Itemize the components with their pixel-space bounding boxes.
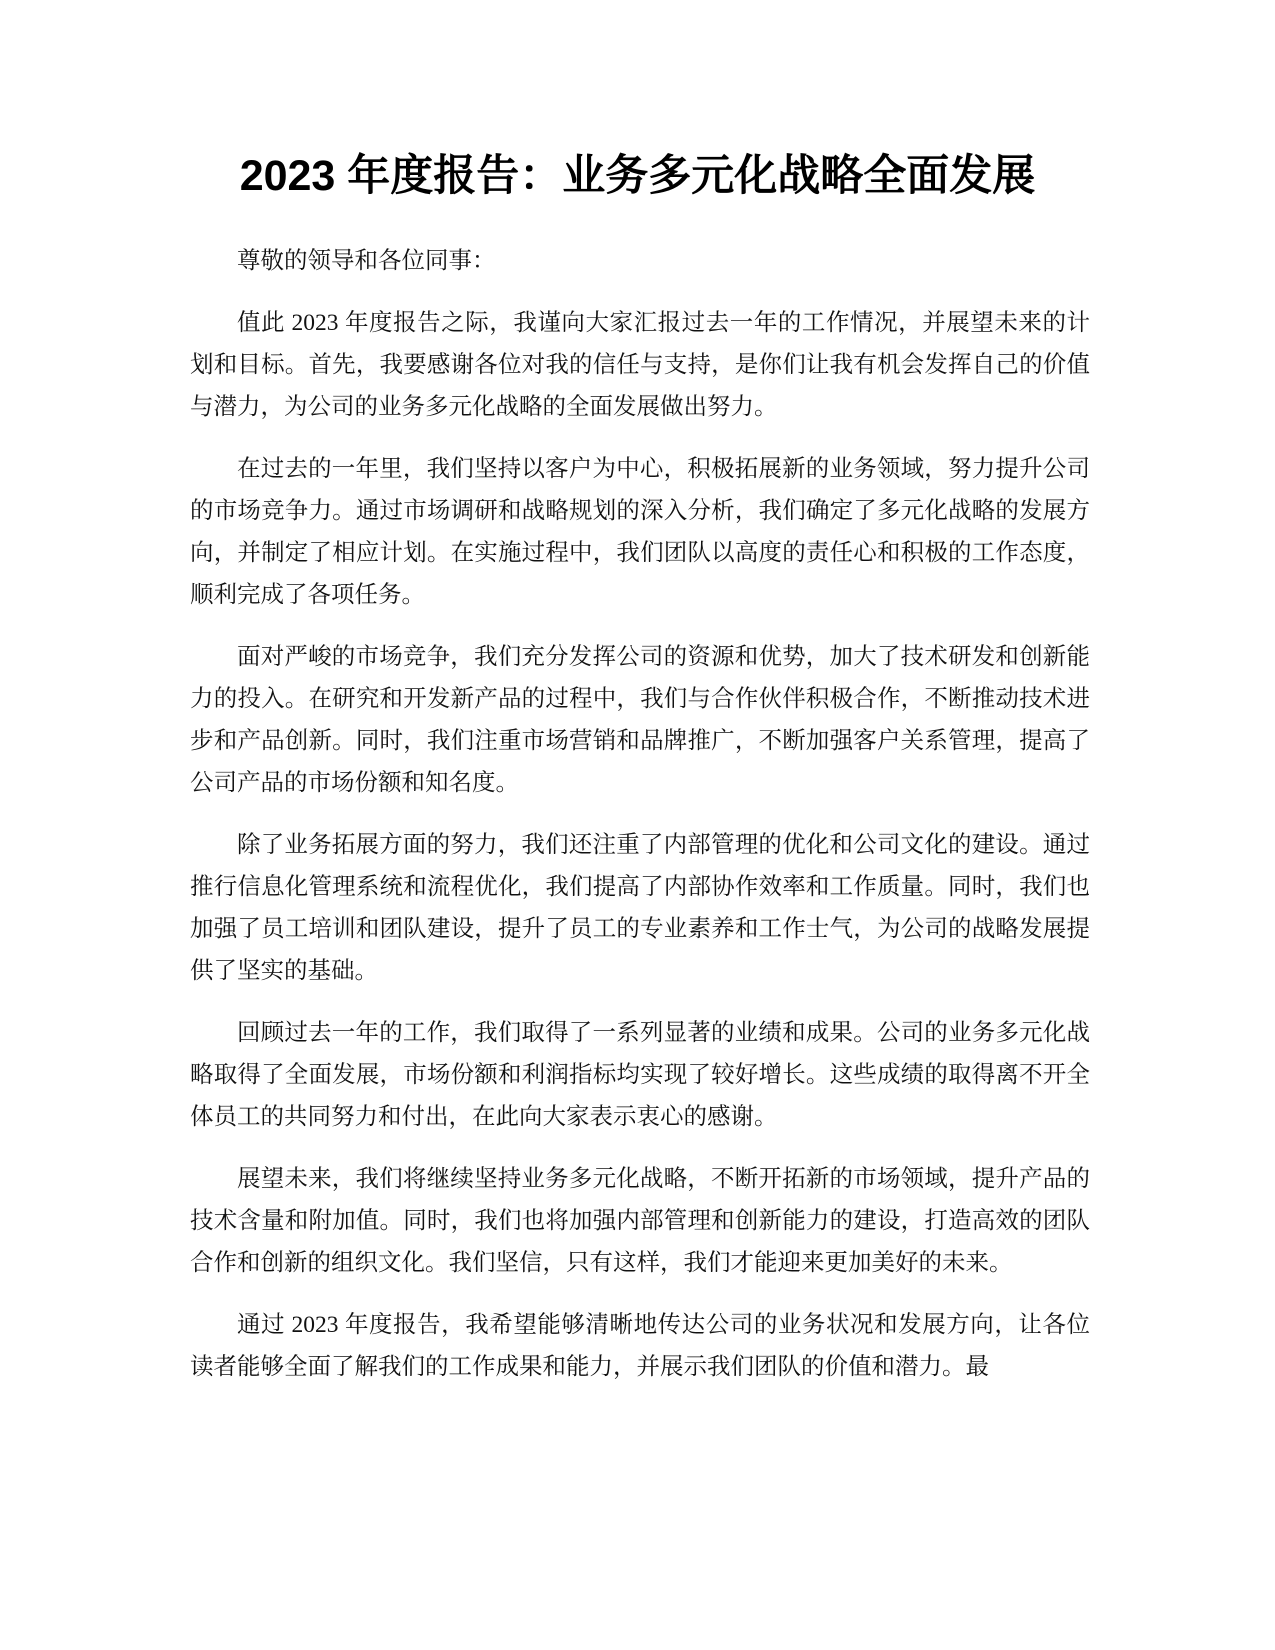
body-paragraph: 除了业务拓展方面的努力，我们还注重了内部管理的优化和公司文化的建设。通过推行信息化管理系统和流程优化，我们提高了内部协作效率和工作质量。同时，我们也加强了员工培训和团队建设，提升了员工的专业素养和工作士气，为公司的战略发展提供了坚实的基础。 — [190, 832, 1090, 984]
salutation-paragraph: 尊敬的领导和各位同事： — [237, 248, 496, 274]
body-paragraph: 通过 2023 年度报告，我希望能够清晰地传达公司的业务状况和发展方向，让各位读者能够全面了解我们的工作成果和能力，并展示我们团队的价值和潜力。最 — [190, 1312, 1090, 1380]
body-paragraph: 回顾过去一年的工作，我们取得了一系列显著的业绩和成果。公司的业务多元化战略取得了全面发展，市场份额和利润指标均实现了较好增长。这些成绩的取得离不开全体员工的共同努力和付出，在此向大家表示衷心的感谢。 — [190, 1020, 1090, 1130]
body-paragraph: 值此 2023 年度报告之际，我谨向大家汇报过去一年的工作情况，并展望未来的计划和目标。首先，我要感谢各位对我的信任与支持，是你们让我有机会发挥自己的价值与潜力，为公司的业务多元化战略的全面发展做出努力。 — [190, 310, 1090, 420]
document-body — [190, 240, 1090, 1408]
body-paragraph: 在过去的一年里，我们坚持以客户为中心，积极拓展新的业务领域，努力提升公司的市场竞争力。通过市场调研和战略规划的深入分析，我们确定了多元化战略的发展方向，并制定了相应计划。在实施过程中，我们团队以高度的责任心和积极的工作态度，顺利完成了各项任务。 — [190, 456, 1090, 608]
document-title: 2023 年度报告：业务多元化战略全面发展 — [239, 152, 1036, 200]
body-paragraph: 面对严峻的市场竞争，我们充分发挥公司的资源和优势，加大了技术研发和创新能力的投入。在研究和开发新产品的过程中，我们与合作伙伴积极合作，不断推动技术进步和产品创新。同时，我们注重市场营销和品牌推广，不断加强客户关系管理，提高了公司产品的市场份额和知名度。 — [190, 644, 1090, 796]
body-paragraph: 展望未来，我们将继续坚持业务多元化战略，不断开拓新的市场领域，提升产品的技术含量和附加值。同时，我们也将加强内部管理和创新能力的建设，打造高效的团队合作和创新的组织文化。我们坚信，只有这样，我们才能迎来更加美好的未来。 — [190, 1166, 1090, 1276]
